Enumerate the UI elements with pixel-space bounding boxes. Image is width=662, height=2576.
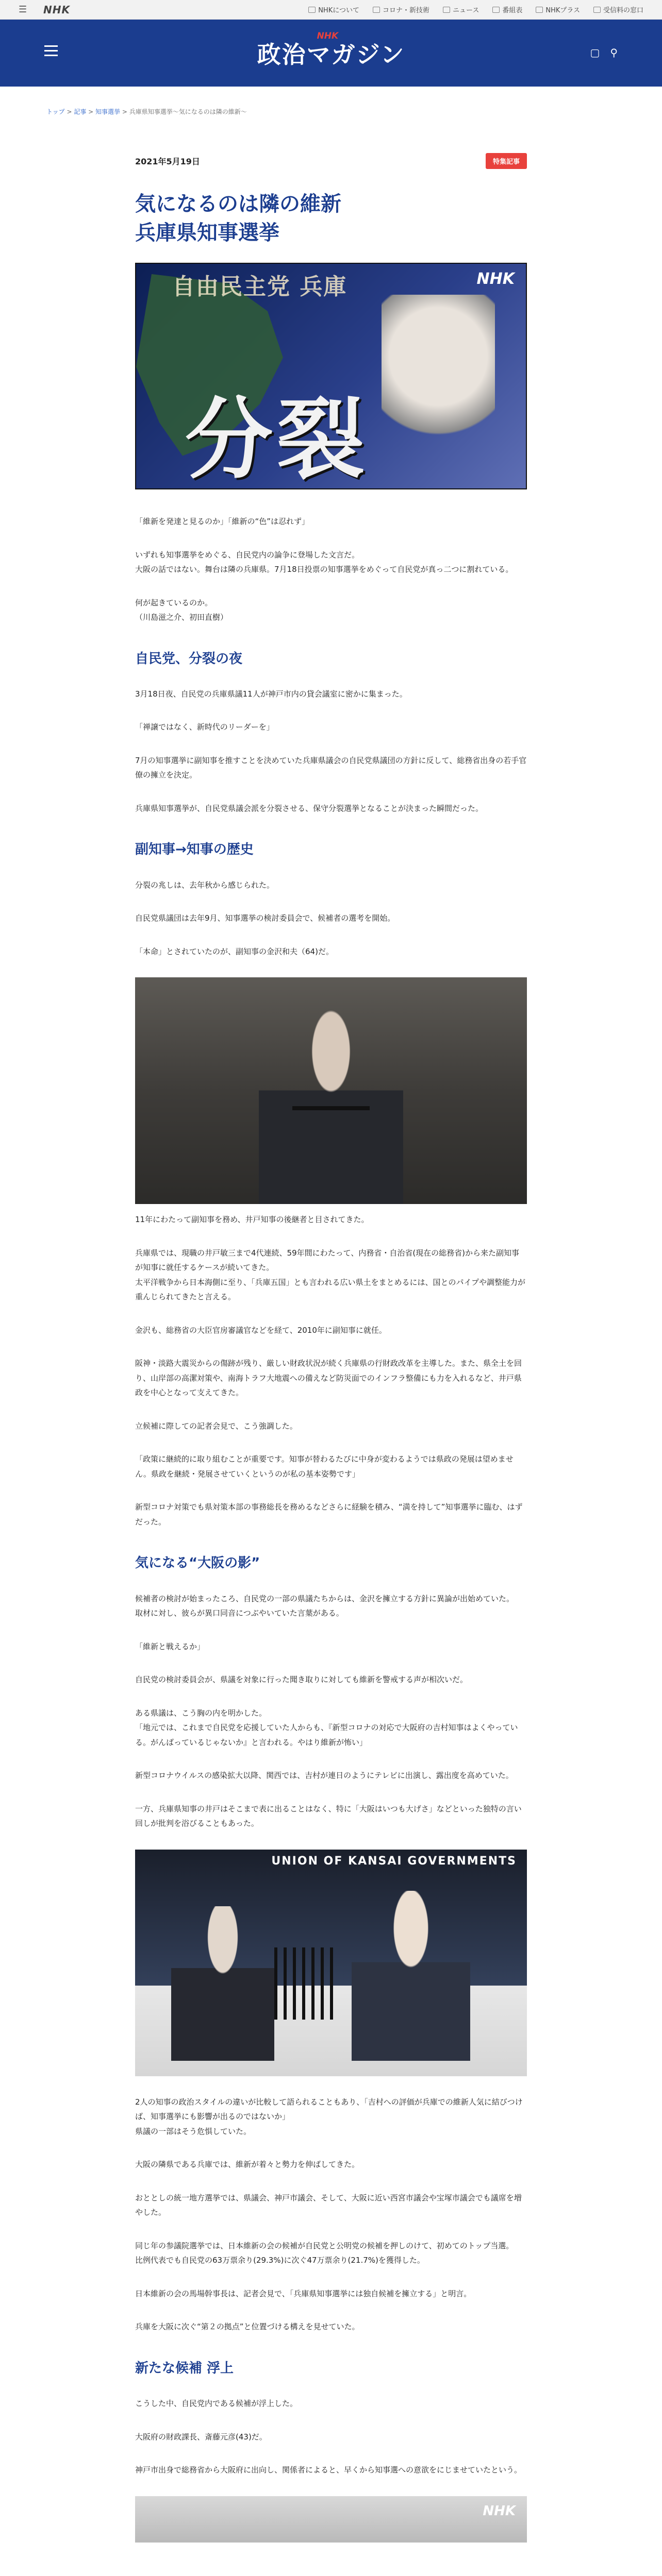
news-icon — [443, 7, 450, 13]
hero-watermark: NHK — [476, 270, 515, 288]
paragraph: 7月の知事選挙に副知事を推すことを決めていた兵庫県議会の自民党県議団の方針に反して、総務省出身の若手官僚の擁立を決定。 — [135, 755, 527, 780]
paragraph: 自民党の検討委員会が、県議を対象に行った聞き取りに対しても維新を警戒する声が相次いだ。 — [135, 1675, 468, 1685]
candidate-photo — [135, 2496, 527, 2543]
top-utility-bar — [0, 0, 662, 20]
paragraph: 日本維新の会の馬場幹事長は、記者会見で、「兵庫県知事選挙には独自候補を擁立する」と明言。 — [135, 2289, 472, 2298]
site-menu-icon[interactable] — [44, 45, 58, 59]
paragraph: 兵庫を大阪に次ぐ“第２の拠点”と位置づける構えを見せていた。 — [135, 2322, 360, 2332]
breadcrumb: トップ > 記事 > 知事選挙 > 兵庫県知事選挙〜気になるのは隣の維新〜 — [46, 108, 247, 115]
paragraph: 分裂の兆しは、去年秋から感じられた。 — [135, 880, 275, 890]
utility-links — [308, 5, 643, 14]
paragraph: 3月18日夜、自民党の兵庫県議11人が神戸市内の貸会議室に密かに集まった。 — [135, 689, 407, 699]
utility-link-fee[interactable]: 受信料の窓口 — [593, 5, 643, 14]
utility-link-schedule[interactable]: 番組表 — [492, 5, 522, 14]
paragraph: 県議の一部はそう危惧していた。 — [135, 2126, 252, 2136]
paragraph: 「地元では、これまで自民党を応援していた人からも、『新型コロナの対応で大阪府の吉村知事はよくやっている。がんばっているじゃないか』と言われる。やはり維新が怖い」 — [135, 1723, 518, 1747]
portrait-shape — [382, 295, 495, 449]
nhk-logo[interactable]: NHK — [43, 3, 70, 16]
paragraph: 立候補に際しての記者会見で、こう強調した。 — [135, 1421, 297, 1431]
hero-party-text: 自由民主党 兵庫 — [172, 274, 347, 300]
paragraph: 「維新と戦えるか」 — [135, 1641, 205, 1651]
paragraph: 同じ年の参議院選挙では、日本維新の会の候補が自民党と公明党の候補を押しのけて、初めてのトップ当選。 — [135, 2241, 514, 2250]
paragraph: いずれも知事選挙をめぐる、自民党内の論争に登場した文言だ。 — [135, 550, 360, 560]
vice-governor-photo — [135, 977, 527, 1204]
photo-watermark: NHK — [483, 2503, 516, 2519]
paragraph: 新型コロナウイルスの感染拡大以降、関西では、吉村が連日のようにテレビに出演し、露出度を高めていた。 — [135, 1771, 514, 1781]
paragraph: 神戸市出身で総務省から大阪府に出向し、関係者によると、早くから知事選への意欲をにじませていたという。 — [135, 2465, 522, 2475]
headline-line-1: 気になるのは隣の維新 — [135, 192, 341, 216]
play-icon — [536, 7, 543, 13]
paragraph: 大阪の話ではない。舞台は隣の兵庫県。7月18日投票の知事選挙をめぐって自民党が真っ二つに割れている。 — [135, 565, 514, 574]
article-headline — [135, 190, 527, 247]
photo-banner-text: UNION OF KANSAI GOVERNMENTS — [271, 1854, 517, 1868]
nhk-icon — [308, 7, 316, 13]
header-actions — [590, 46, 618, 59]
paragraph: 阪神・淡路大震災からの傷跡が残り、厳しい財政状況が続く兵庫県の行財政改革を主導した。また、県全土を回り、山岸部の高潔対策や、南海トラフ大地震への備えなど防災面でのインフラ整備にも力を入れるなど、井戸県政を中心となって支えてきた。 — [135, 1359, 522, 1398]
person-figure — [352, 1891, 470, 2061]
paragraph: 金沢も、総務省の大臣官房審議官などを経て、2010年に副知事に就任。 — [135, 1325, 387, 1335]
hamburger-menu-icon[interactable]: ☰ — [19, 4, 27, 15]
person-figure — [171, 1906, 274, 2061]
section-heading: 自民党、分裂の夜 — [135, 651, 243, 667]
microphones-shape — [274, 1947, 336, 2020]
article-meta — [135, 153, 527, 169]
paragraph: 比例代表でも自民党の63万票余り(29.3%)に次ぐ47万票余り(21.7%)を獲得した。 — [135, 2256, 425, 2265]
bookmark-icon[interactable]: ▢ — [590, 46, 600, 59]
breadcrumb-articles[interactable]: 記事 — [74, 108, 87, 115]
fee-icon — [593, 7, 601, 13]
paragraph: おととしの統一地方選挙では、県議会、神戸市議会、そして、大阪に近い西宮市議会や宝塚市議会でも議席を増やした。 — [135, 2193, 522, 2217]
article-body — [135, 489, 527, 2543]
section-heading: 新たな候補 浮上 — [135, 2360, 234, 2376]
paragraph: 太平洋戦争から日本海側に至り、「兵庫五国」とも言われる広い県土をまとめるには、国とのパイプや調整能力が重んじられてきたと言える。 — [135, 1277, 526, 1302]
paragraph: 何が起きているのか。 — [135, 598, 213, 607]
paragraph: 「政策に継続的に取り組むことが重要です。知事が替わるたびに中身が変わるようでは県政の発展は望めません。県政を継続・発展させていくというのが私の基本姿勢です」 — [135, 1454, 514, 1479]
paragraph: （川島滋之介、初田直樹） — [135, 613, 228, 622]
paragraph: 「禅譲ではなく、新時代のリーダーを」 — [135, 722, 274, 732]
utility-link-news[interactable]: ニュース — [443, 5, 479, 14]
paragraph: 大阪の隣県である兵庫では、維新が着々と勢力を伸ばしてきた。 — [135, 2160, 360, 2170]
feature-badge: 特集記事 — [486, 153, 527, 169]
site-title-nhk-mark: NHK — [317, 31, 339, 41]
utility-link-covid[interactable]: コロナ・新技術 — [373, 5, 429, 14]
paragraph: 大阪府の財政課長、斎藤元彦(43)だ。 — [135, 2432, 267, 2442]
hero-image — [135, 263, 527, 489]
paragraph: 自民党県議団は去年9月、知事選挙の検討委員会で、候補者の選考を開始。 — [135, 913, 395, 923]
paragraph: 「本命」とされていたのが、副知事の金沢和夫（64)だ。 — [135, 946, 334, 956]
paragraph: 候補者の検討が始まったころ、自民党の一部の県議たちからは、金沢を擁立する方針に異論が出始めていた。 — [135, 1594, 515, 1603]
paragraph: ある県議は、こう胸の内を明かした。 — [135, 1708, 267, 1718]
breadcrumb-current: 兵庫県知事選挙〜気になるのは隣の維新〜 — [129, 108, 247, 115]
article-date: 2021年5月19日 — [135, 157, 200, 166]
site-title-link[interactable] — [257, 31, 405, 70]
paragraph: 兵庫県では、現職の井戸敏三まで4代連続、59年間にわたって、内務省・自治省(現在の総務省)から来た副知事が知事に就任するケースが続いてきた。 — [135, 1248, 520, 1273]
site-header — [0, 20, 662, 87]
breadcrumb-category[interactable]: 知事選挙 — [95, 108, 121, 115]
photo-caption: 11年にわたって副知事を務め、井戸知事の後継者と目されてきた。 — [135, 1215, 369, 1225]
microphone-shape — [292, 1106, 370, 1110]
virus-icon — [373, 7, 380, 13]
hero-split-text: 分裂 — [185, 388, 369, 489]
search-icon[interactable]: ⚲ — [610, 46, 618, 59]
article — [135, 116, 527, 2543]
paragraph: 兵庫県知事選挙が、自民党県議会派を分裂させる、保守分裂選挙となることが決まった瞬間だった。 — [135, 803, 484, 813]
headline-line-2: 兵庫県知事選挙 — [135, 221, 279, 245]
governors-press-photo — [135, 1850, 527, 2076]
breadcrumb-home[interactable]: トップ — [46, 108, 65, 115]
paragraph: 新型コロナ対策でも県対策本部の事務総長を務めるなどさらに経験を積み、“満を持して”知事選挙に臨む、はずだった。 — [135, 1502, 523, 1527]
tv-icon — [492, 7, 500, 13]
section-heading: 気になる“大阪の影” — [135, 1555, 260, 1571]
paragraph: 2人の知事の政治スタイルの違いが比較して語られることもあり、「吉村への評価が兵庫での維新人気に結びつけば、知事選挙にも影響が出るのではないか」 — [135, 2097, 523, 2122]
paragraph: 取材に対し、彼らが異口同音につぶやいていた言葉がある。 — [135, 1608, 344, 1618]
utility-link-about[interactable]: NHKについて — [308, 5, 359, 14]
paragraph: こうした中、自民党内である候補が浮上した。 — [135, 2399, 298, 2409]
site-title: 政治マガジン — [257, 41, 405, 69]
utility-link-plus[interactable]: NHKプラス — [536, 5, 580, 14]
paragraph: 「維新を発達と見るのか」「維新の“色”は忍れず」 — [135, 517, 310, 526]
section-heading: 副知事→知事の歴史 — [135, 842, 254, 858]
paragraph: 一方、兵庫県知事の井戸はそこまで表に出ることはなく、特に「大阪はいつも大げさ」などといった独特の言い回しが批判を浴びることもあった。 — [135, 1804, 522, 1828]
